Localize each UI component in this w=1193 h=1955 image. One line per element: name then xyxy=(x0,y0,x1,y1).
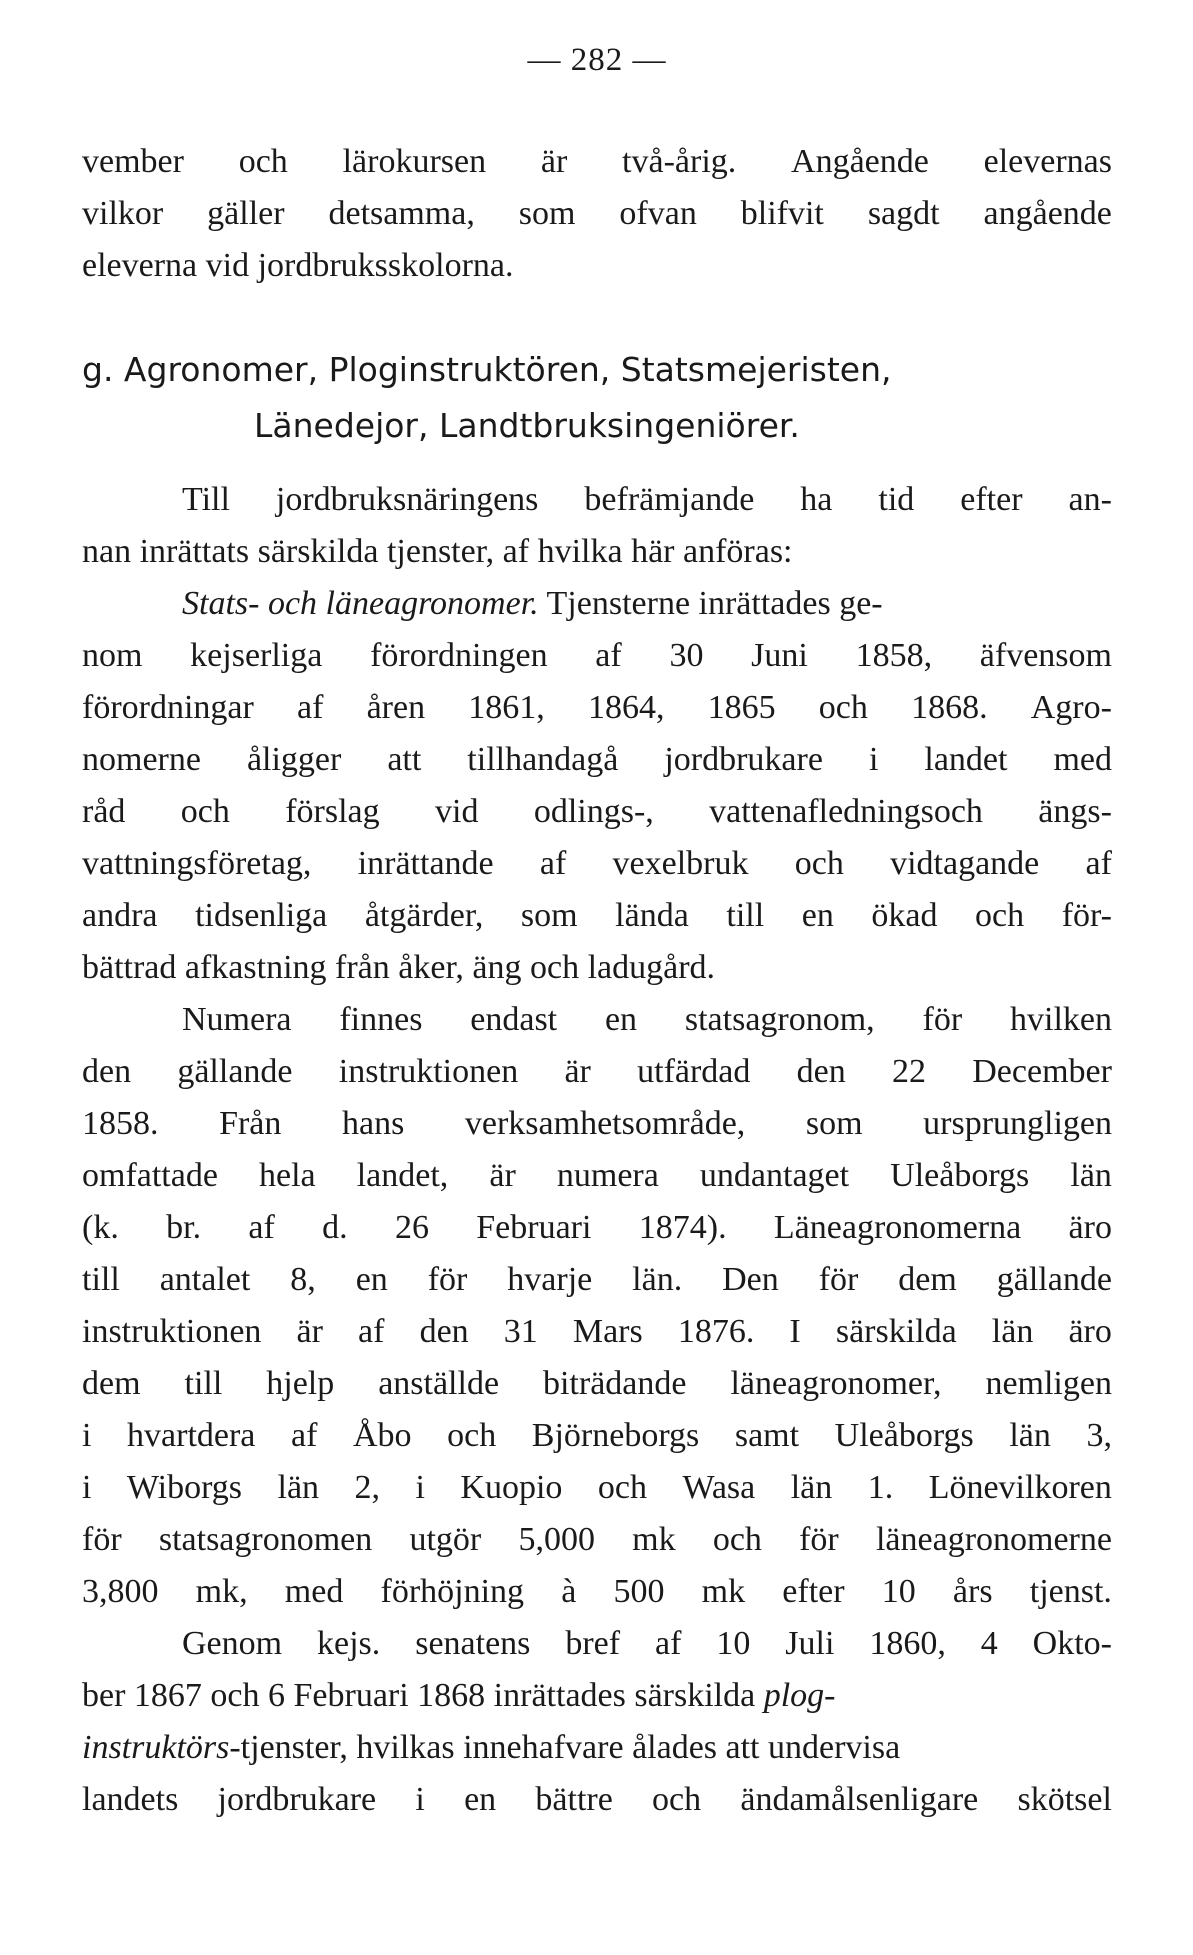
word: i xyxy=(82,1417,92,1454)
word: för xyxy=(427,1261,468,1298)
word: vilkor xyxy=(82,195,164,232)
word: 26 xyxy=(394,1209,429,1246)
word: och xyxy=(712,1521,762,1558)
word: jordbrukare xyxy=(664,741,823,778)
word: Agro- xyxy=(1030,689,1112,726)
word: br. xyxy=(166,1209,202,1246)
word: senatens xyxy=(415,1625,531,1662)
word: landet, xyxy=(356,1157,449,1194)
word: samt xyxy=(734,1417,800,1454)
word: utgör xyxy=(409,1521,482,1558)
word: län xyxy=(277,1469,320,1506)
text-line xyxy=(82,474,1112,526)
word: och xyxy=(447,1417,497,1454)
word: Lönevilkoren xyxy=(928,1469,1112,1506)
word: 22 xyxy=(892,1053,926,1090)
word: åtgärder, xyxy=(364,897,484,934)
word: endast xyxy=(470,1001,558,1038)
word: en xyxy=(355,1261,388,1298)
word: 1865 xyxy=(707,689,776,726)
word: Angående xyxy=(791,143,929,180)
word: och xyxy=(180,793,230,830)
word: dem xyxy=(82,1365,141,1402)
word: nom xyxy=(82,637,143,674)
word: Februari xyxy=(476,1209,592,1246)
word: mk xyxy=(701,1573,746,1610)
word: läneagronomerne xyxy=(875,1521,1112,1558)
word: Åbo xyxy=(352,1417,412,1454)
word: 10 xyxy=(716,1625,751,1662)
word: numera xyxy=(556,1157,659,1194)
word: hvartdera xyxy=(127,1417,256,1454)
word: vexelbruk xyxy=(612,845,749,882)
text-line xyxy=(82,890,1112,942)
word: en xyxy=(464,1781,497,1818)
word: ändamålsenligare xyxy=(740,1781,979,1818)
word: (k. xyxy=(82,1209,119,1246)
word: är xyxy=(489,1157,516,1194)
word: den xyxy=(796,1053,846,1090)
text-line xyxy=(82,1670,1112,1722)
word: inrättande xyxy=(357,845,494,882)
word: att xyxy=(387,741,422,778)
word: 1874). xyxy=(638,1209,727,1246)
word: an- xyxy=(1068,481,1112,518)
word: bref xyxy=(565,1625,621,1662)
line-text: nan inrättats särskilda tjenster, af hvilka här anföras: xyxy=(82,533,793,570)
word: gällande xyxy=(177,1053,293,1090)
word: och xyxy=(597,1469,647,1506)
word: och xyxy=(794,845,844,882)
word: års xyxy=(952,1573,993,1610)
word: vidtagande xyxy=(890,845,1040,882)
word: af xyxy=(297,689,324,726)
word: en xyxy=(801,897,834,934)
text-line xyxy=(82,1618,1112,1670)
word: och xyxy=(818,689,868,726)
word: Mars xyxy=(572,1313,643,1350)
word: af xyxy=(595,637,622,674)
section-heading-line-2 xyxy=(82,398,1112,454)
text-line xyxy=(82,682,1112,734)
section-heading-line-1 xyxy=(82,342,1112,398)
word: ängs- xyxy=(1038,793,1112,830)
word: 1864, xyxy=(587,689,665,726)
word: vid xyxy=(435,793,479,830)
word: hvarje xyxy=(507,1261,593,1298)
word: län xyxy=(790,1469,833,1506)
text-line xyxy=(82,188,1112,240)
page-number: — 282 — xyxy=(527,42,667,78)
word: 1858. xyxy=(82,1105,159,1142)
word: 500 xyxy=(613,1573,665,1610)
word: den xyxy=(419,1313,469,1350)
word: jordbruksnäringens xyxy=(275,481,539,518)
word: nomerne xyxy=(82,741,201,778)
word: elevernas xyxy=(983,143,1112,180)
word: 1868. xyxy=(911,689,988,726)
word: 1858, xyxy=(855,637,933,674)
word: Kuopio xyxy=(460,1469,563,1506)
word: bättre xyxy=(535,1781,613,1818)
line-text: Tjensterne inrättades ge- xyxy=(538,585,883,622)
word: förslag xyxy=(285,793,380,830)
text-line xyxy=(82,1306,1112,1358)
word: efter xyxy=(960,481,1023,518)
word: 10 xyxy=(881,1573,916,1610)
word: som xyxy=(518,195,576,232)
word: äro xyxy=(1068,1313,1112,1350)
word: och xyxy=(238,143,288,180)
word: kejs. xyxy=(317,1625,381,1662)
word: vattningsföretag, xyxy=(82,845,312,882)
line-text: eleverna vid jordbruksskolorna. xyxy=(82,247,514,284)
word: tjenst. xyxy=(1029,1573,1112,1610)
text-line xyxy=(82,136,1112,188)
word: mk xyxy=(632,1521,676,1558)
word: åligger xyxy=(246,741,342,778)
word: äro xyxy=(1068,1209,1112,1246)
word: län xyxy=(1009,1417,1051,1454)
word: skötsel xyxy=(1017,1781,1112,1818)
word: lända xyxy=(615,897,689,934)
word: särskilda xyxy=(835,1313,957,1350)
text-line xyxy=(82,630,1112,682)
word: vattenafledningsoch xyxy=(709,793,983,830)
word: 2, xyxy=(354,1469,381,1506)
text-line xyxy=(82,1150,1112,1202)
word: 8, xyxy=(290,1261,316,1298)
text-line xyxy=(82,1514,1112,1566)
word: län. xyxy=(632,1261,683,1298)
word: äfvensom xyxy=(979,637,1112,674)
text-line xyxy=(82,1046,1112,1098)
text-line xyxy=(82,1202,1112,1254)
word: hans xyxy=(341,1105,405,1142)
word: ha xyxy=(800,481,833,518)
word: 4 xyxy=(980,1625,998,1662)
text-line xyxy=(82,838,1112,890)
word: förordningen xyxy=(370,637,548,674)
word: och xyxy=(975,897,1025,934)
line-text: ber 1867 och 6 Februari 1868 inrättades särskilda xyxy=(82,1677,764,1714)
word: finnes xyxy=(339,1001,423,1038)
word: jordbrukare xyxy=(217,1781,377,1818)
word: den xyxy=(82,1053,132,1090)
italic-lead: Stats- och läneagronomer. xyxy=(182,585,539,622)
word: Till xyxy=(182,481,230,518)
word: förhöjning xyxy=(380,1573,525,1610)
text-line xyxy=(82,942,1112,994)
word: för xyxy=(82,1521,122,1558)
word: Numera xyxy=(182,1001,292,1038)
word: för xyxy=(818,1261,859,1298)
text-line xyxy=(82,1254,1112,1306)
word: omfattade xyxy=(82,1157,218,1194)
line-text: -tjenster, hvilkas innehafvare ålades att undervisa xyxy=(229,1729,901,1766)
word: Uleåborgs xyxy=(834,1417,974,1454)
word: af xyxy=(248,1209,275,1246)
word: hela xyxy=(259,1157,316,1194)
text-line xyxy=(82,1098,1112,1150)
text-line xyxy=(82,786,1112,838)
word: en xyxy=(604,1001,638,1038)
word: i xyxy=(82,1469,92,1506)
word: Den xyxy=(722,1261,779,1298)
word: December xyxy=(972,1053,1112,1090)
word: Wiborgs xyxy=(126,1469,243,1506)
word: 3, xyxy=(1086,1417,1112,1454)
word: ursprungligen xyxy=(923,1105,1112,1142)
section-heading-text: Länedejor, Landtbruksingeniörer. xyxy=(254,406,800,445)
word: ökad xyxy=(871,897,938,934)
word: till xyxy=(726,897,765,934)
text-line xyxy=(82,1774,1112,1826)
word: efter xyxy=(782,1573,845,1610)
word: af xyxy=(1085,845,1112,882)
word: Läneagronomerna xyxy=(773,1209,1022,1246)
page-body xyxy=(82,136,1112,1826)
word: nemligen xyxy=(985,1365,1112,1402)
word: instruktionen xyxy=(82,1313,262,1350)
word: 3,800 xyxy=(82,1573,159,1610)
word: som xyxy=(520,897,578,934)
word: d. xyxy=(322,1209,348,1246)
word: förordningar xyxy=(82,689,254,726)
word: undantaget xyxy=(699,1157,850,1194)
word: 5,000 xyxy=(518,1521,595,1558)
word: som xyxy=(805,1105,863,1142)
word: Juli xyxy=(785,1625,835,1662)
word: blifvit xyxy=(740,195,824,232)
word: odlings-, xyxy=(533,793,654,830)
word: är xyxy=(564,1053,591,1090)
text-line xyxy=(82,1566,1112,1618)
word: är xyxy=(296,1313,323,1350)
word: statsagronom, xyxy=(684,1001,875,1038)
word: mk, xyxy=(195,1573,248,1610)
word: Från xyxy=(219,1105,282,1142)
word: statsagronomen xyxy=(158,1521,373,1558)
word: för xyxy=(799,1521,839,1558)
italic-term: instruktörs xyxy=(82,1729,230,1766)
text-line xyxy=(82,1410,1112,1462)
section-heading-text: g. Agronomer, Ploginstruktören, Statsmejeristen, xyxy=(82,350,892,389)
word: är xyxy=(540,143,568,180)
word: sagdt xyxy=(867,195,940,232)
word: angående xyxy=(983,195,1112,232)
word: instruktionen xyxy=(338,1053,519,1090)
word: 1860, xyxy=(869,1625,946,1662)
text-line xyxy=(82,1462,1112,1514)
word: Uleåborgs xyxy=(890,1157,1030,1194)
text-line xyxy=(82,578,1112,630)
text-line xyxy=(82,240,1112,292)
word: hvilken xyxy=(1010,1001,1112,1038)
word: Björneborgs xyxy=(531,1417,700,1454)
word: 31 xyxy=(503,1313,538,1350)
word: läneagronomer, xyxy=(730,1365,942,1402)
text-line xyxy=(82,734,1112,786)
word: län xyxy=(1070,1157,1112,1194)
word: af xyxy=(290,1417,318,1454)
word: Okto- xyxy=(1032,1625,1112,1662)
word: Juni xyxy=(751,637,808,674)
word: i xyxy=(415,1781,425,1818)
word: landets xyxy=(82,1781,179,1818)
word: för xyxy=(922,1001,963,1038)
text-line xyxy=(82,526,1112,578)
word: verksamhetsområde, xyxy=(464,1105,746,1142)
word: ofvan xyxy=(619,195,697,232)
word: 30 xyxy=(669,637,704,674)
word: lärokursen xyxy=(342,143,487,180)
word: 1. xyxy=(867,1469,894,1506)
word: tillhandagå xyxy=(467,741,619,778)
word: dem xyxy=(898,1261,957,1298)
word: af xyxy=(358,1313,385,1350)
text-line xyxy=(82,994,1112,1046)
word: Genom xyxy=(182,1625,283,1662)
word: andra xyxy=(82,897,158,934)
word: af xyxy=(655,1625,682,1662)
word: anställde xyxy=(378,1365,500,1402)
word: biträdande xyxy=(542,1365,687,1402)
word: à xyxy=(561,1573,577,1610)
word: och xyxy=(652,1781,702,1818)
word: tidsenliga xyxy=(195,897,328,934)
word: vember xyxy=(82,143,184,180)
word: i xyxy=(415,1469,425,1506)
italic-term: plog- xyxy=(763,1677,836,1714)
word: detsamma, xyxy=(328,195,475,232)
word: till xyxy=(82,1261,120,1298)
word: med xyxy=(284,1573,344,1610)
word: 1861, xyxy=(468,689,545,726)
word: gäller xyxy=(207,195,285,232)
word: med xyxy=(1053,741,1112,778)
word: I xyxy=(789,1313,801,1350)
word: antalet xyxy=(159,1261,251,1298)
word: kejserliga xyxy=(190,637,323,674)
word: åren xyxy=(366,689,426,726)
word: tid xyxy=(878,481,915,518)
word: befrämjande xyxy=(584,481,755,518)
text-line xyxy=(82,1722,1112,1774)
word: af xyxy=(539,845,567,882)
word: råd xyxy=(82,793,126,830)
word: två-årig. xyxy=(622,143,737,180)
word: för- xyxy=(1061,897,1112,934)
word: till xyxy=(184,1365,223,1402)
word: gällande xyxy=(996,1261,1112,1298)
word: i xyxy=(868,741,879,778)
word: utfärdad xyxy=(637,1053,751,1090)
word: hjelp xyxy=(266,1365,335,1402)
word: 1876. xyxy=(677,1313,755,1350)
line-text: bättrad afkastning från åker, äng och ladugård. xyxy=(82,949,716,986)
text-line xyxy=(82,1358,1112,1410)
word: landet xyxy=(924,741,1008,778)
word: Wasa xyxy=(682,1469,756,1506)
word: län xyxy=(991,1313,1034,1350)
